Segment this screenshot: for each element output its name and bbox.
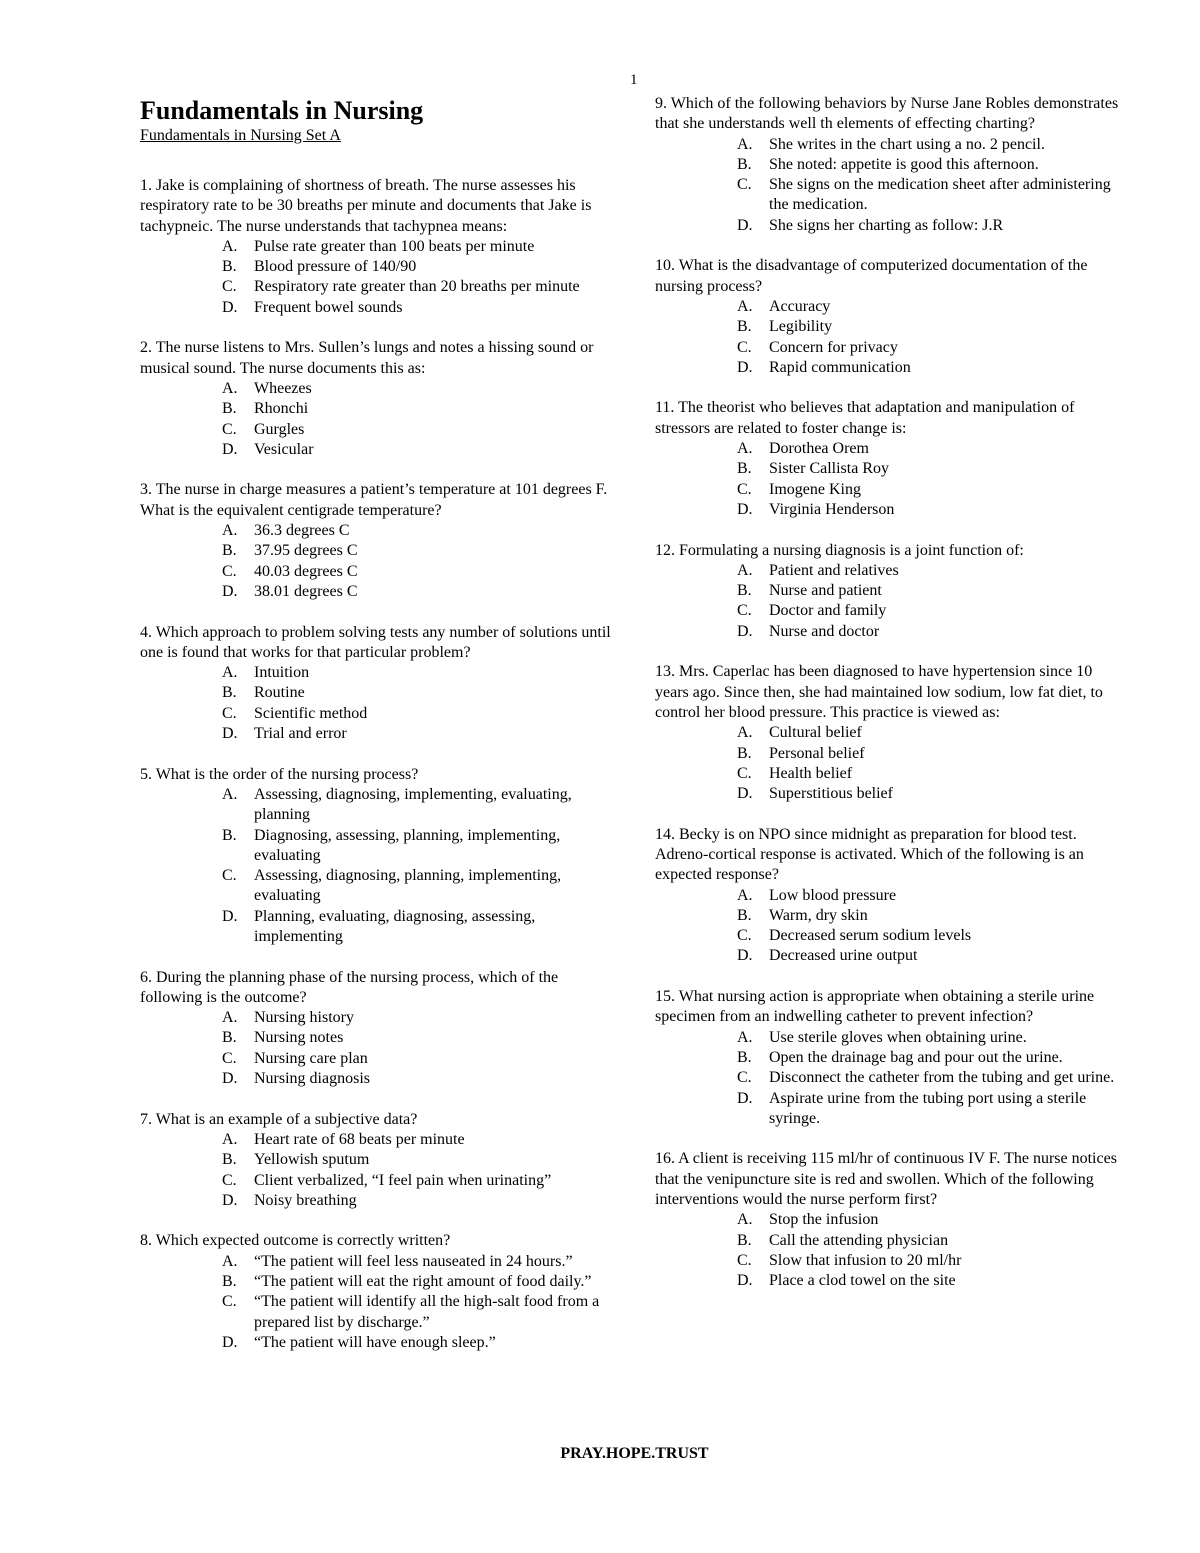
- choice-letter: A.: [222, 237, 238, 255]
- choice-list: [140, 1252, 616, 1353]
- choice-item: [655, 946, 1125, 966]
- choice-item: [140, 298, 616, 318]
- choice-item: [655, 764, 1125, 784]
- page-subtitle: Fundamentals in Nursing Set A: [140, 127, 341, 144]
- question-2: [140, 338, 616, 460]
- choice-list: [655, 1210, 1125, 1291]
- choice-item: [655, 561, 1125, 581]
- choice-item: [140, 399, 616, 419]
- choice-text: Disconnect the catheter from the tubing and get urine.: [769, 1069, 1115, 1087]
- choice-text: Patient and relatives: [769, 561, 899, 579]
- choice-item: [140, 1272, 616, 1292]
- choice-item: [140, 440, 616, 460]
- question-15: [655, 987, 1125, 1129]
- choice-letter: D.: [222, 298, 238, 316]
- choice-letter: A.: [222, 1009, 238, 1027]
- choice-text: Planning, evaluating, diagnosing, assessing, implementing: [254, 907, 536, 945]
- choice-letter: A.: [737, 561, 753, 579]
- choice-letter: B.: [737, 1048, 752, 1066]
- choice-item: [140, 704, 616, 724]
- choice-list: [140, 663, 616, 744]
- choice-letter: C.: [222, 704, 237, 722]
- choice-letter: A.: [737, 886, 753, 904]
- choice-list: [655, 723, 1125, 804]
- choice-letter: B.: [222, 542, 237, 560]
- choice-text: Frequent bowel sounds: [254, 298, 403, 316]
- choice-letter: B.: [737, 906, 752, 924]
- choice-letter: C.: [737, 480, 752, 498]
- choice-letter: D.: [737, 358, 753, 376]
- choice-letter: D.: [222, 440, 238, 458]
- choice-item: [655, 155, 1125, 175]
- choice-text: “The patient will have enough sleep.”: [254, 1333, 496, 1351]
- choice-text: Decreased serum sodium levels: [769, 927, 972, 945]
- choice-item: [140, 907, 616, 948]
- choice-item: [655, 926, 1125, 946]
- choice-letter: A.: [737, 297, 753, 315]
- left-column: [140, 176, 616, 1374]
- choice-item: [655, 459, 1125, 479]
- question-text: 15. What nursing action is appropriate when obtaining a sterile urine specimen from an indwelling catheter to prevent infection?: [655, 988, 1095, 1026]
- choice-text: Client verbalized, “I feel pain when urinating”: [254, 1171, 552, 1189]
- choice-item: [140, 1191, 616, 1211]
- choice-text: Rapid communication: [769, 358, 911, 376]
- question-text: 4. Which approach to problem solving tests any number of solutions until one is found that works for that particular problem?: [140, 623, 611, 661]
- choice-text: Slow that infusion to 20 ml/hr: [769, 1251, 962, 1269]
- question-12: [655, 541, 1125, 642]
- choice-text: 38.01 degrees C: [254, 582, 358, 600]
- question-5: [140, 765, 616, 948]
- choice-letter: C.: [737, 1251, 752, 1269]
- choice-letter: A.: [222, 379, 238, 397]
- choice-text: 36.3 degrees C: [254, 522, 350, 540]
- question-16: [655, 1149, 1125, 1291]
- choice-item: [655, 480, 1125, 500]
- choice-letter: B.: [222, 1151, 237, 1169]
- question-text: 8. Which expected outcome is correctly written?: [140, 1232, 451, 1250]
- choice-letter: A.: [222, 522, 238, 540]
- choice-letter: B.: [222, 1029, 237, 1047]
- choice-item: [140, 1130, 616, 1150]
- choice-text: Sister Callista Roy: [769, 460, 889, 478]
- choice-item: [140, 663, 616, 683]
- choice-text: Doctor and family: [769, 602, 887, 620]
- choice-text: Health belief: [769, 764, 853, 782]
- choice-letter: C.: [222, 420, 237, 438]
- question-11: [655, 398, 1125, 520]
- choice-text: Superstitious belief: [769, 785, 893, 803]
- question-4: [140, 623, 616, 745]
- choice-list: [140, 1130, 616, 1211]
- right-column: [655, 94, 1125, 1312]
- choice-text: Cultural belief: [769, 724, 862, 742]
- choice-item: [140, 541, 616, 561]
- question-7: [140, 1110, 616, 1211]
- question-6: [140, 968, 616, 1090]
- choice-letter: D.: [737, 1089, 753, 1107]
- choice-letter: D.: [737, 622, 753, 640]
- choice-letter: A.: [222, 664, 238, 682]
- choice-item: [655, 1048, 1125, 1068]
- question-9: [655, 94, 1125, 236]
- choice-text: Call the attending physician: [769, 1231, 949, 1249]
- choice-letter: B.: [222, 826, 237, 844]
- choice-text: Routine: [254, 684, 305, 702]
- choice-letter: C.: [222, 1049, 237, 1067]
- question-text: 11. The theorist who believes that adaptation and manipulation of stressors are related to foster change is:: [655, 399, 1075, 437]
- choice-item: [655, 723, 1125, 743]
- choice-letter: D.: [737, 785, 753, 803]
- choice-letter: C.: [222, 562, 237, 580]
- choice-item: [140, 1292, 616, 1333]
- choice-text: Gurgles: [254, 420, 305, 438]
- choice-letter: A.: [737, 1211, 753, 1229]
- choice-item: [140, 1028, 616, 1048]
- choice-text: Accuracy: [769, 297, 831, 315]
- choice-letter: C.: [222, 1293, 237, 1311]
- question-text: 5. What is the order of the nursing process?: [140, 765, 419, 783]
- choice-text: She noted: appetite is good this afternoon.: [769, 155, 1039, 173]
- choice-text: Dorothea Orem: [769, 440, 869, 458]
- choice-list: [655, 135, 1125, 236]
- question-text: 10. What is the disadvantage of computerized documentation of the nursing process?: [655, 257, 1088, 295]
- choice-letter: A.: [737, 440, 753, 458]
- choice-text: Nursing notes: [254, 1029, 344, 1047]
- choice-item: [655, 500, 1125, 520]
- page-title: Fundamentals in Nursing: [140, 96, 424, 125]
- choice-letter: D.: [737, 947, 753, 965]
- choice-letter: B.: [737, 155, 752, 173]
- choice-text: 40.03 degrees C: [254, 562, 358, 580]
- choice-letter: A.: [222, 1130, 238, 1148]
- question-text: 6. During the planning phase of the nursing process, which of the following is the outcome?: [140, 968, 559, 1006]
- choice-letter: D.: [222, 1191, 238, 1209]
- choice-text: Pulse rate greater than 100 beats per minute: [254, 237, 535, 255]
- choice-letter: B.: [222, 400, 237, 418]
- choice-text: Assessing, diagnosing, planning, implementing, evaluating: [254, 867, 562, 905]
- choice-item: [655, 216, 1125, 236]
- question-text: 12. Formulating a nursing diagnosis is a joint function of:: [655, 541, 1024, 559]
- choice-letter: A.: [737, 1028, 753, 1046]
- choice-item: [655, 784, 1125, 804]
- choice-text: 37.95 degrees C: [254, 542, 358, 560]
- choice-item: [655, 601, 1125, 621]
- choice-item: [140, 420, 616, 440]
- choice-item: [655, 622, 1125, 642]
- choice-text: “The patient will feel less nauseated in 24 hours.”: [254, 1252, 573, 1270]
- choice-text: Nurse and patient: [769, 582, 882, 600]
- question-text: 9. Which of the following behaviors by Nurse Jane Robles demonstrates that she understands well th elements of effecting charting?: [655, 95, 1119, 133]
- choice-letter: B.: [737, 1231, 752, 1249]
- question-text: 2. The nurse listens to Mrs. Sullen’s lungs and notes a hissing sound or musical sound. The nurse documents this as:: [140, 339, 594, 377]
- choice-item: [140, 1069, 616, 1089]
- page-footer: PRAY.HOPE.TRUST: [560, 1445, 709, 1462]
- choice-list: [140, 785, 616, 947]
- choice-text: Imogene King: [769, 480, 861, 498]
- choice-letter: D.: [222, 725, 238, 743]
- choice-item: [655, 358, 1125, 378]
- choice-text: She signs on the medication sheet after administering the medication.: [769, 176, 1111, 214]
- choice-letter: A.: [737, 135, 753, 153]
- choice-letter: B.: [737, 318, 752, 336]
- choice-letter: B.: [737, 582, 752, 600]
- choice-item: [655, 1251, 1125, 1271]
- question-text: 14. Becky is on NPO since midnight as preparation for blood test. Adreno-cortical response is activated. Which of the following is an expected response?: [655, 825, 1084, 884]
- choice-letter: B.: [737, 460, 752, 478]
- choice-text: Yellowish sputum: [254, 1151, 370, 1169]
- choice-item: [655, 581, 1125, 601]
- choice-letter: B.: [222, 258, 237, 276]
- choice-text: Warm, dry skin: [769, 906, 868, 924]
- choice-text: Nursing diagnosis: [254, 1070, 370, 1088]
- question-13: [655, 662, 1125, 804]
- choice-letter: C.: [737, 338, 752, 356]
- choice-item: [655, 175, 1125, 216]
- choice-text: Place a clod towel on the site: [769, 1272, 956, 1290]
- choice-letter: C.: [222, 1171, 237, 1189]
- choice-text: Nurse and doctor: [769, 622, 880, 640]
- choice-text: Respiratory rate greater than 20 breaths per minute: [254, 278, 580, 296]
- choice-item: [140, 1333, 616, 1353]
- choice-item: [655, 906, 1125, 926]
- choice-item: [140, 866, 616, 907]
- choice-letter: D.: [222, 1333, 238, 1351]
- choice-item: [140, 582, 616, 602]
- choice-letter: B.: [737, 744, 752, 762]
- choice-text: Heart rate of 68 beats per minute: [254, 1130, 465, 1148]
- choice-text: “The patient will eat the right amount of food daily.”: [254, 1273, 592, 1291]
- choice-list: [140, 237, 616, 318]
- choice-text: Blood pressure of 140/90: [254, 258, 417, 276]
- question-text: 13. Mrs. Caperlac has been diagnosed to have hypertension since 10 years ago. Since then, she had maintained low sodium, low fat diet, to control her blood pressure. This practice is viewed as:: [655, 663, 1103, 721]
- choice-item: [140, 257, 616, 277]
- choice-letter: C.: [737, 602, 752, 620]
- choice-text: Scientific method: [254, 704, 368, 722]
- choice-item: [140, 1049, 616, 1069]
- question-8: [140, 1231, 616, 1353]
- question-text: 16. A client is receiving 115 ml/hr of continuous IV F. The nurse notices that the venipuncture site is red and swollen. Which of the following interventions would the nurse perform first?: [655, 1150, 1117, 1209]
- page-number: 1: [630, 72, 638, 88]
- choice-letter: C.: [737, 927, 752, 945]
- choice-list: [655, 297, 1125, 378]
- question-10: [655, 256, 1125, 378]
- choice-letter: D.: [222, 907, 238, 925]
- choice-text: Intuition: [254, 664, 310, 682]
- choice-text: Assessing, diagnosing, implementing, evaluating, planning: [254, 785, 572, 824]
- choice-letter: A.: [222, 785, 238, 803]
- choice-text: She signs her charting as follow: J.R: [769, 216, 1004, 234]
- choice-text: Open the drainage bag and pour out the urine.: [769, 1048, 1063, 1066]
- choice-text: Virginia Henderson: [769, 500, 895, 518]
- choice-letter: B.: [222, 1273, 237, 1291]
- choice-item: [140, 724, 616, 744]
- choice-item: [140, 1008, 616, 1028]
- choice-item: [655, 744, 1125, 764]
- choice-text: Low blood pressure: [769, 886, 897, 904]
- choice-text: She writes in the chart using a no. 2 pencil.: [769, 135, 1045, 153]
- choice-text: Nursing history: [254, 1009, 354, 1027]
- choice-text: Diagnosing, assessing, planning, implementing, evaluating: [254, 826, 561, 864]
- choice-item: [140, 1150, 616, 1170]
- choice-text: “The patient will identify all the high-salt food from a prepared list by discharge.”: [254, 1293, 600, 1331]
- choice-letter: D.: [737, 1272, 753, 1290]
- choice-letter: C.: [737, 764, 752, 782]
- question-text: 7. What is an example of a subjective data?: [140, 1110, 418, 1128]
- choice-item: [655, 439, 1125, 459]
- choice-text: Personal belief: [769, 744, 865, 762]
- choice-letter: C.: [737, 1069, 752, 1087]
- choice-letter: C.: [737, 176, 752, 194]
- choice-letter: A.: [737, 724, 753, 742]
- choice-letter: D.: [737, 216, 753, 234]
- choice-list: [655, 439, 1125, 520]
- choice-letter: B.: [222, 684, 237, 702]
- question-text: 3. The nurse in charge measures a patient’s temperature at 101 degrees F. What is the equivalent centigrade temperature?: [140, 481, 608, 519]
- choice-list: [655, 886, 1125, 967]
- choice-item: [655, 1271, 1125, 1291]
- choice-letter: C.: [222, 278, 237, 296]
- choice-text: Legibility: [769, 318, 833, 336]
- choice-text: Vesicular: [254, 440, 314, 458]
- choice-item: [655, 297, 1125, 317]
- choice-list: [655, 1028, 1125, 1129]
- choice-text: Use sterile gloves when obtaining urine.: [769, 1028, 1027, 1046]
- choice-list: [140, 1008, 616, 1089]
- choice-item: [655, 1231, 1125, 1251]
- choice-text: Stop the infusion: [769, 1211, 879, 1229]
- choice-letter: C.: [222, 867, 237, 885]
- choice-item: [140, 277, 616, 297]
- choice-item: [655, 135, 1125, 155]
- choice-item: [140, 785, 616, 826]
- choice-text: Nursing care plan: [254, 1049, 368, 1067]
- choice-letter: D.: [222, 582, 238, 600]
- choice-letter: A.: [222, 1252, 238, 1270]
- choice-text: Aspirate urine from the tubing port using a sterile syringe.: [769, 1089, 1087, 1127]
- question-3: [140, 480, 616, 602]
- choice-item: [655, 886, 1125, 906]
- choice-list: [655, 561, 1125, 642]
- choice-text: Concern for privacy: [769, 338, 898, 356]
- choice-text: Trial and error: [254, 725, 347, 743]
- choice-item: [140, 826, 616, 867]
- choice-item: [140, 1252, 616, 1272]
- choice-text: Rhonchi: [254, 400, 309, 418]
- choice-list: [140, 379, 616, 460]
- choice-item: [655, 1210, 1125, 1230]
- question-text: 1. Jake is complaining of shortness of breath. The nurse assesses his respiratory rate to be 30 breaths per minute and documents that Jake is tachypneic. The nurse understands that tachypnea means:: [140, 177, 592, 235]
- choice-text: Decreased urine output: [769, 947, 918, 965]
- choice-item: [655, 1068, 1125, 1088]
- choice-item: [655, 1028, 1125, 1048]
- choice-text: Noisy breathing: [254, 1191, 357, 1209]
- choice-item: [655, 338, 1125, 358]
- choice-item: [140, 562, 616, 582]
- choice-item: [655, 317, 1125, 337]
- choice-letter: D.: [737, 500, 753, 518]
- question-1: [140, 176, 616, 318]
- choice-item: [140, 379, 616, 399]
- choice-item: [655, 1089, 1125, 1130]
- question-14: [655, 825, 1125, 967]
- choice-letter: D.: [222, 1070, 238, 1088]
- choice-item: [140, 521, 616, 541]
- choice-list: [140, 521, 616, 602]
- choice-item: [140, 237, 616, 257]
- choice-item: [140, 683, 616, 703]
- choice-text: Wheezes: [254, 379, 312, 397]
- choice-item: [140, 1171, 616, 1191]
